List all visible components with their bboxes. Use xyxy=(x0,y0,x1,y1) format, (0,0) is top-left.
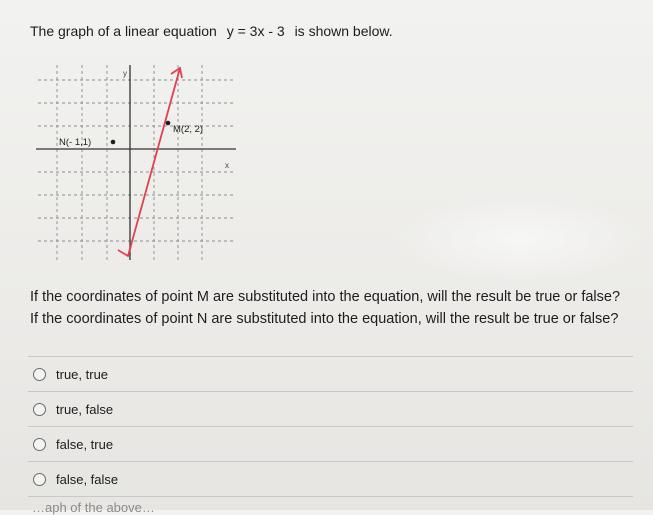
choice-label: false, true xyxy=(56,436,114,452)
choice-label: true, false xyxy=(56,401,114,417)
line-arrow-down xyxy=(118,246,131,256)
point-m-label: M(2, 2) xyxy=(173,124,204,135)
radio-button[interactable] xyxy=(33,403,46,416)
radio-button[interactable] xyxy=(33,438,46,451)
intro-after: is shown below. xyxy=(294,23,393,39)
intro-text xyxy=(30,23,393,39)
grid-lines xyxy=(38,65,235,260)
choice-option[interactable] xyxy=(28,426,633,461)
choice-label: false, false xyxy=(56,471,119,487)
equation: y = 3x - 3 xyxy=(226,23,285,39)
choice-label: true, true xyxy=(56,366,109,382)
point-n-label: N(- 1,1) xyxy=(59,137,92,148)
question-text: If the coordinates of point M are substituted into the equation, will the result be true or false? If the coordinates of point N are substituted into the equation, will the result be true or false? xyxy=(30,289,621,327)
choice-option[interactable] xyxy=(28,356,633,391)
choice-option[interactable] xyxy=(28,391,633,426)
y-axis-label: y xyxy=(123,69,127,78)
radio-button[interactable] xyxy=(33,368,46,381)
x-axis-label: x xyxy=(225,161,229,170)
point-m xyxy=(166,121,171,126)
intro-before: The graph of a linear equation xyxy=(30,23,217,39)
point-n xyxy=(111,140,116,145)
choice-option[interactable] xyxy=(28,461,633,497)
cutoff-text: …aph of the above… xyxy=(32,500,155,515)
coordinate-graph xyxy=(30,60,240,265)
photo-glare xyxy=(390,195,650,285)
radio-button[interactable] xyxy=(33,473,46,486)
line-arrow-up xyxy=(171,68,182,78)
answer-choices xyxy=(28,356,633,497)
